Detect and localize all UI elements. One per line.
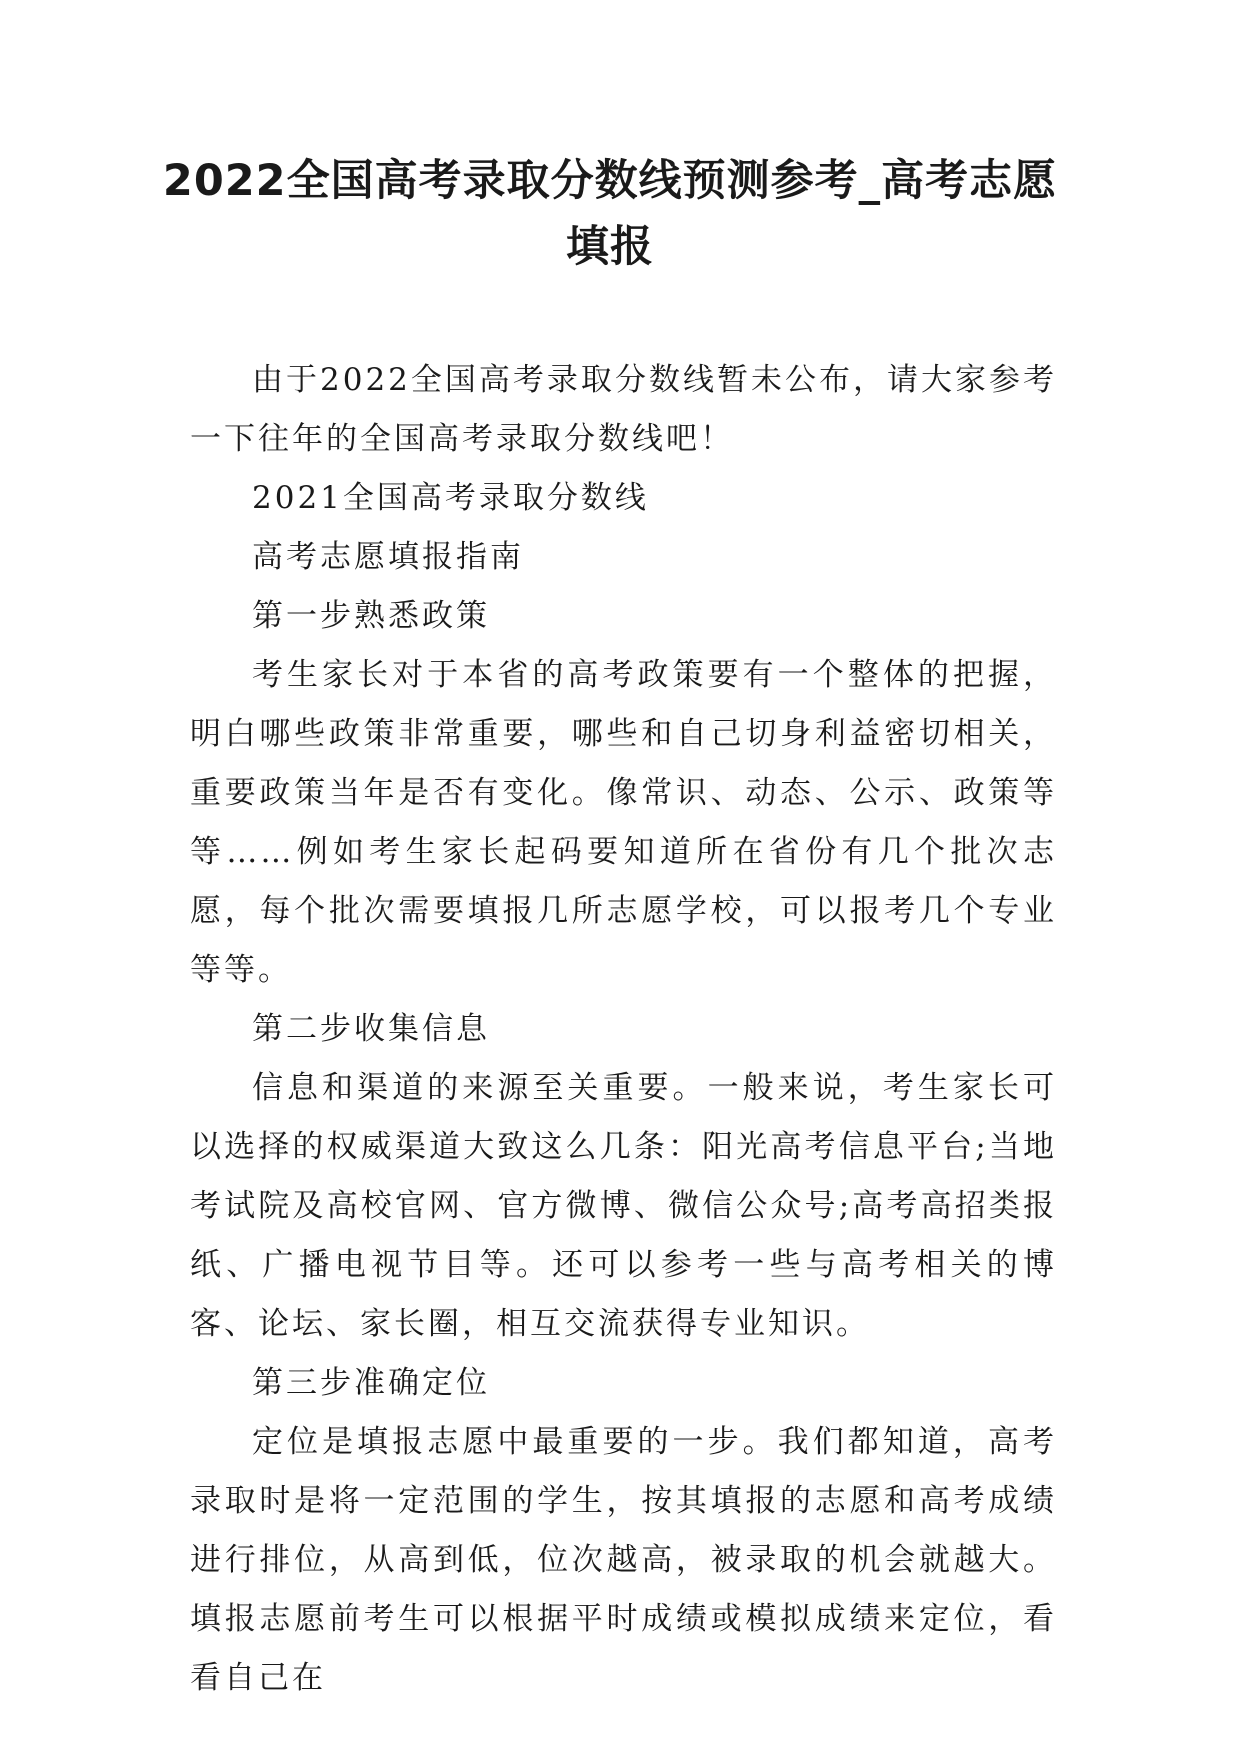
paragraph-step-three-heading: 第三步准确定位 [252,1365,490,1401]
paragraph-intro: 由于2022全国高考录取分数线暂未公布，请大家参考一下往年的全国高考录取分数线吧！ [190,362,1057,457]
document-title: 2022全国高考录取分数线预测参考_高考志愿填报 [162,156,1058,272]
paragraph-guide-heading: 高考志愿填报指南 [252,539,524,575]
paragraph-step-three-body: 定位是填报志愿中最重要的一步。我们都知道，高考录取时是将一定范围的学生，按其填报的志愿和高考成绩进行排位，从高到低，位次越高，被录取的机会就越大。填报志愿前考生可以根据平时成绩或模拟成绩来定位，看看自己在 [190,1424,1057,1696]
paragraph-step-two-body: 信息和渠道的来源至关重要。一般来说，考生家长可以选择的权威渠道大致这么几条：阳光高考信息平台;当地考试院及高校官网、官方微博、微信公众号;高考高招类报纸、广播电视节目等。还可以参考一些与高考相关的博客、论坛、家长圈，相互交流获得专业知识。 [190,1070,1057,1342]
paragraph-2021-scores: 2021全国高考录取分数线 [252,480,649,516]
document-body [190,351,1057,1708]
paragraph-step-one-heading: 第一步熟悉政策 [252,598,490,634]
paragraph-step-two-heading: 第二步收集信息 [252,1011,490,1047]
paragraph-step-one-body: 考生家长对于本省的高考政策要有一个整体的把握，明白哪些政策非常重要，哪些和自己切身利益密切相关，重要政策当年是否有变化。像常识、动态、公示、政策等等……例如考生家长起码要知道所在省份有几个批次志愿，每个批次需要填报几所志愿学校，可以报考几个专业等等。 [190,657,1057,988]
